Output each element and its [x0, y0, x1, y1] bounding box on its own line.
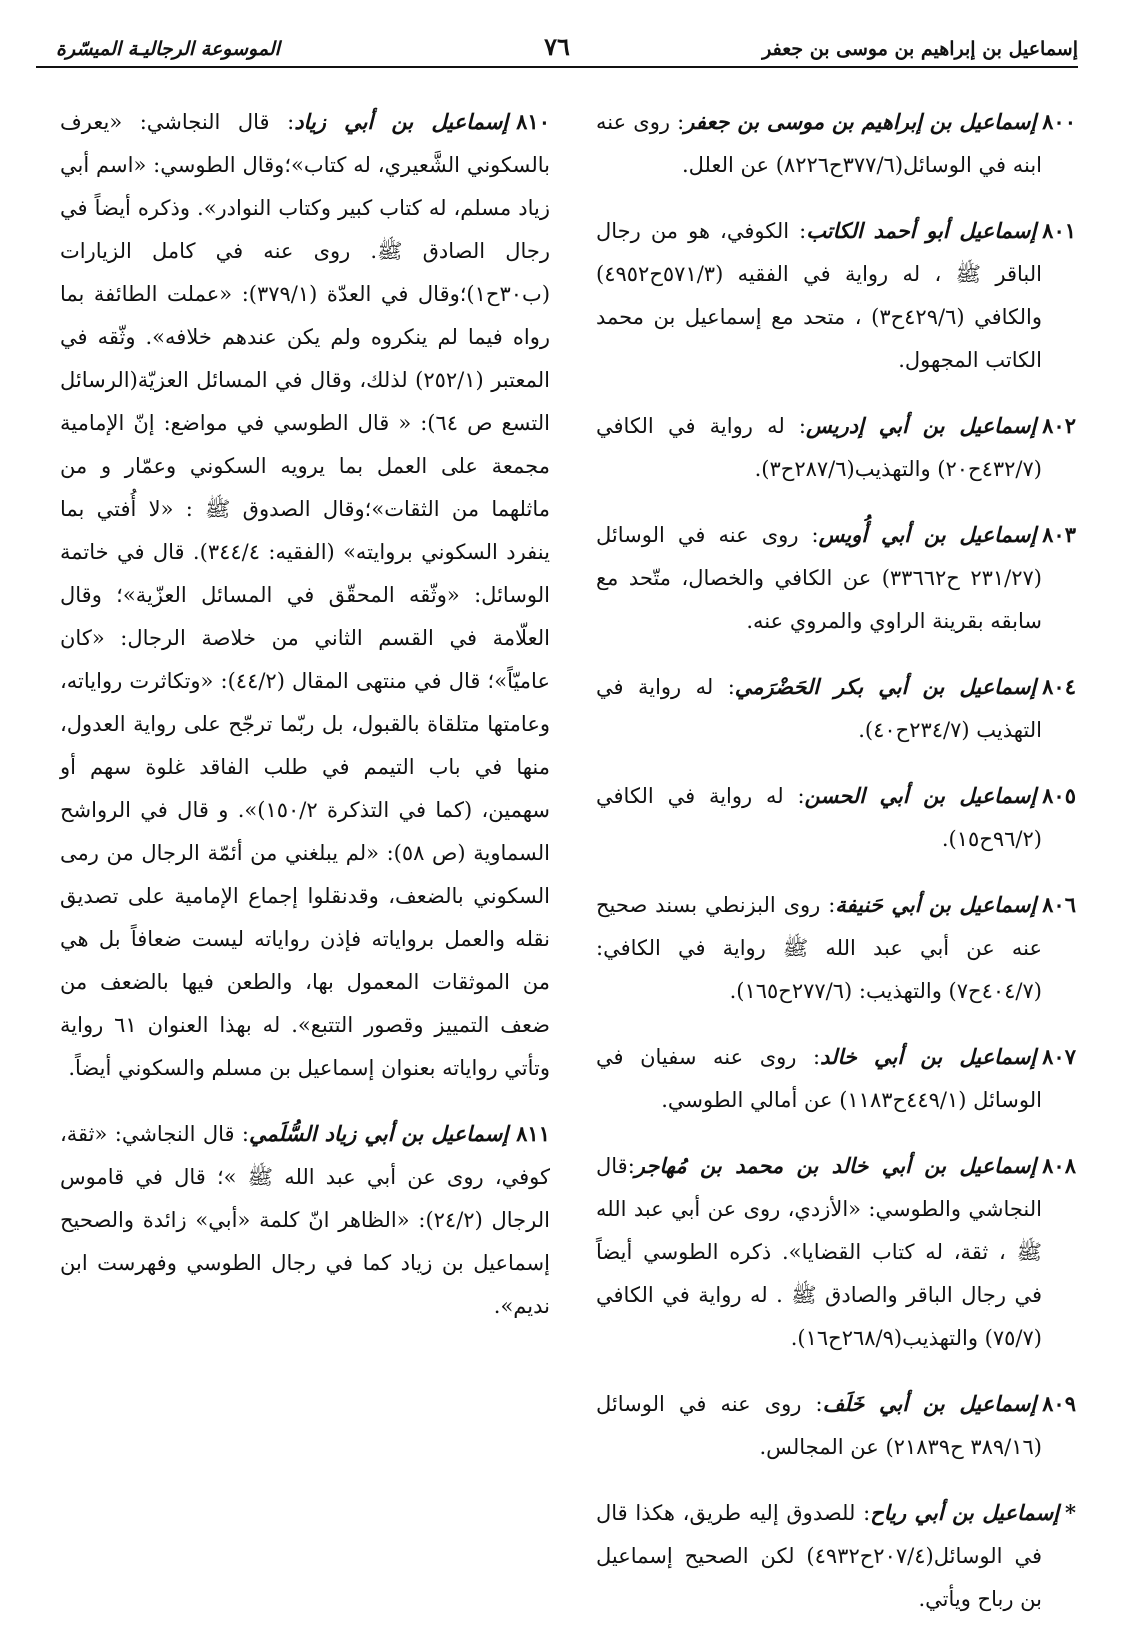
entry-number: ٨٠٥	[1042, 783, 1076, 808]
entry-name: إسماعيل بن أبي رياح	[870, 1500, 1059, 1525]
entry-name: إسماعيل بن أبي أُويس	[818, 522, 1037, 547]
entry-number: ٨٠٣	[1042, 522, 1076, 547]
entry-803	[596, 513, 1076, 643]
entry-number: ٨١٠	[516, 109, 550, 134]
header-entry-title: إسماعيل بن إبراهيم بن موسى بن جعفر	[762, 38, 1078, 60]
entry-800	[596, 100, 1076, 187]
entry-name: إسماعيل بن إبراهيم بن موسى بن جعفر	[684, 109, 1037, 134]
entry-805	[596, 774, 1076, 861]
entry-text: : روى البزنطي بسند صحيح عنه عن أبي عبد الله ﷺ رواية في الكافي: (٤٠٤/٧ح٧) والتهذيب: (٢٧٧/٦ح١٦٥).	[596, 893, 1042, 1003]
entry-text: : له رواية في الكافي (٤٣٢/٧ح٢٠) والتهذيب(٢٨٧/٦ح٣).	[596, 414, 1042, 481]
entry-number: ٨١١	[516, 1121, 550, 1146]
header-book-title: الموسوعة الرجاليـة الميسّرة	[56, 38, 280, 60]
entry-text: :قال النجاشي والطوسي: «الأزدي، روى عن أبي عبد الله ﷺ ، ثقة، له كتاب القضايا». ذكره الطوسي أيضاً في رجال الباقر والصادق ﷺ . له رواية في الكافي (٧٥/٧) والتهذيب(٢٦٨/٩ح١٦).	[596, 1154, 1042, 1350]
entry-number: ٨٠٨	[1042, 1153, 1076, 1178]
entry-text: : روى عنه في الوسائل (٣٨٩/١٦ ح٢١٨٣٩) عن المجالس.	[596, 1392, 1042, 1459]
entry-number: ٨٠١	[1042, 218, 1077, 243]
right-column	[596, 100, 1076, 1643]
entry-text: : روى عنه سفيان في الوسائل (٤٤٩/١ح١١٨٣) عن أمالي الطوسي.	[596, 1045, 1042, 1112]
entry-text: : روى عنه في الوسائل (٢٣١/٢٧ ح٣٣٦٦٢) عن الكافي والخصال، متّحد مع سابقه بقرينة الراوي والمروي عنه.	[596, 523, 1042, 633]
entry-809	[596, 1382, 1076, 1469]
entry-number: ٨٠٦	[1042, 892, 1076, 917]
entry-name: إسماعيل أبو أحمد الكاتب	[806, 218, 1037, 243]
entry-name: إسماعيل بن أبي الحسن	[804, 783, 1037, 808]
entry-number: ٨٠٩	[1042, 1391, 1076, 1416]
entry-name: إسماعيل بن أبي خالد	[820, 1044, 1037, 1069]
entry-text: : له رواية في التهذيب (٢٣٤/٧ح٤٠).	[596, 675, 1042, 742]
page-number: ٧٦	[544, 32, 570, 61]
entry-804	[596, 665, 1076, 752]
entry-810	[60, 100, 550, 1090]
entry-number: ٨٠٤	[1042, 674, 1076, 699]
entry-802	[596, 404, 1076, 491]
entry-marker: *	[1065, 1500, 1076, 1525]
entry-name: إسماعيل بن أبي إدريس	[806, 413, 1037, 438]
entry-number: ٨٠٢	[1042, 413, 1076, 438]
entry-801	[596, 209, 1076, 382]
entry-name: إسماعيل بن أبي زياد	[294, 109, 509, 134]
entry-807	[596, 1035, 1076, 1122]
entry-name: إسماعيل بن أبي بكر الحَضْرَمي	[734, 674, 1037, 699]
entry-text: : قال النجاشي: «ثقة، كوفي، روى عن أبي عبد الله ﷺ »؛ قال في قاموس الرجال (٢٤/٢): «الظاهر انّ كلمة «أبي» زائدة والصحيح إسماعيل بن زياد كما في رجال الطوسي وفهرست ابن نديم».	[60, 1122, 550, 1318]
left-column	[60, 100, 550, 1350]
entry-808	[596, 1144, 1076, 1360]
entry-text: : قال النجاشي: «يعرف بالسكوني الشَّعيري، له كتاب»؛وقال الطوسي: «اسم أبي زياد مسلم، له كتاب كبير وكتاب النوادر». وذكره أيضاً في رجال الصادق ﷺ. روى عنه في كامل الزيارات (ب٣٠ح١)؛وقال في العدّة (٣٧٩/١): «عملت الطائفة بما رواه فيما لم ينكروه ولم يكن عندهم خلافه». وثّقه في المعتبر (٢٥٢/١) لذلك، وقال في المسائل العزيّة(الرسائل التسع ص ٦٤): « قال الطوسي في مواضع: إنّ الإمامية مجمعة على العمل بما يرويه السكوني وعمّار و من ماثلهما من الثقات»؛وقال الصدوق ﷺ : «لا أُفتي بما ينفرد السكوني بروايته» (الفقيه: ٣٤٤/٤). قال في خاتمة الوسائل: «وثّقه المحقّق في المسائل العزّية»؛ وقال العلّامة في القسم الثاني من خلاصة الرجال: «كان عاميّاً»؛ قال في منتهى المقال (٤٤/٢): «وتكاثرت رواياته، وعامتها متلقاة بالقبول، بل ربّما ترجّح على رواية العدول، منها في باب التيمم في طلب الفاقد غلوة سهم أو سهمين، (كما في التذكرة ١٥٠/٢)». و قال في الرواشح السماوية (ص ٥٨): «لم يبلغني من أئمّة الرجال من رمى السكوني بالضعف، وقدنقلوا إجماع الإمامية على تصديق نقله والعمل برواياته فإذن رواياته ليست ضعافاً بل هي من الموثقات المعمول بها، والطعن فيها بالضعف من ضعف التمييز وقصور التتبع». له بهذا العنوان ٦١ رواية وتأتي رواياته بعنوان إسماعيل بن مسلم والسكوني أيضاً.	[60, 110, 551, 1080]
entry-text: : الكوفي، هو من رجال الباقر ﷺ ، له رواية في الفقيه (٥٧١/٣ح٤٩٥٢) والكافي (٤٢٩/٦ح٣) ، متحد مع إسماعيل بن محمد الكاتب المجهول.	[596, 219, 1042, 372]
entry-star	[596, 1491, 1076, 1621]
entry-name: إسماعيل بن أبي زياد السُّلَمي	[249, 1121, 509, 1146]
entry-number: ٨٠٠	[1042, 109, 1076, 134]
entry-number: ٨٠٧	[1042, 1044, 1076, 1069]
entry-name: إسماعيل بن أبي خَلَف	[822, 1391, 1037, 1416]
running-header	[36, 30, 1078, 68]
entry-811	[60, 1112, 550, 1328]
entry-text: : للصدوق إليه طريق، هكذا قال في الوسائل(٢٠٧/٤ح٤٩٣٢) لكن الصحيح إسماعيل بن رباح ويأتي.	[596, 1501, 1042, 1611]
entry-text: : روى عنه ابنه في الوسائل(٣٧٧/٦ح٨٢٢٦) عن العلل.	[596, 110, 1042, 177]
entry-name: إسماعيل بن أبي خالد بن محمد بن مُهاجر	[634, 1153, 1037, 1178]
entry-name: إسماعيل بن أبي حَنيفة	[835, 892, 1037, 917]
entry-text: : له رواية في الكافي (٩٦/٢ح١٥).	[596, 784, 1042, 851]
entry-806	[596, 883, 1076, 1013]
